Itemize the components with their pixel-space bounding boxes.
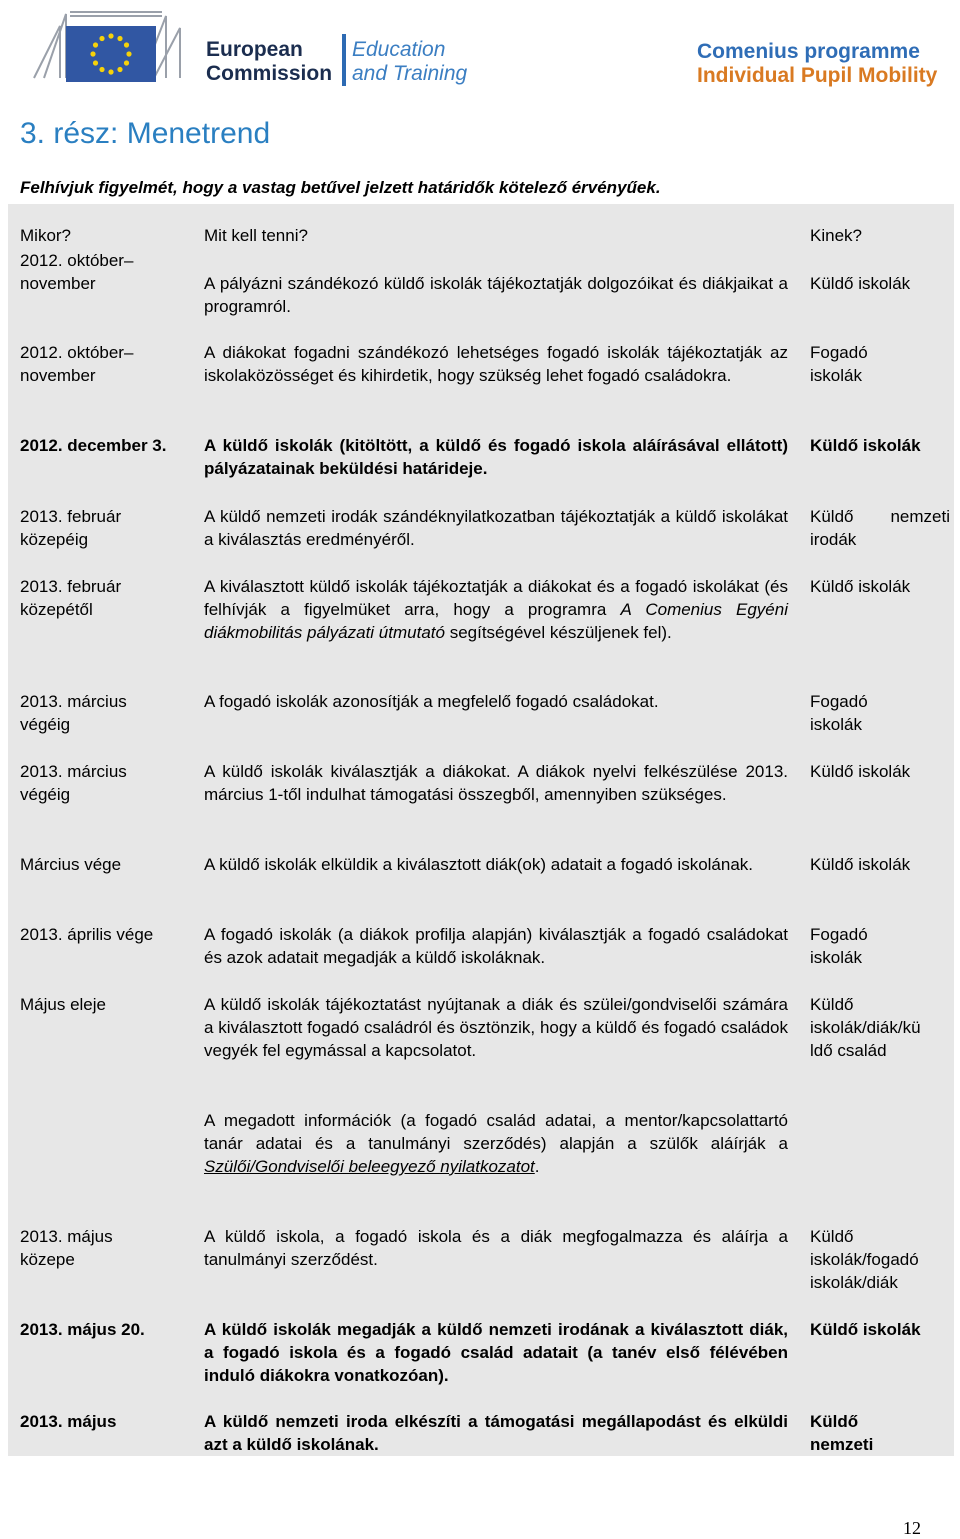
- who-line: Küldő iskolák: [810, 762, 911, 781]
- row-when: [20, 1225, 196, 1271]
- row-when: [20, 760, 196, 806]
- comenius-programme-wordmark: [697, 40, 937, 88]
- row-who: [810, 690, 950, 736]
- who-line: irodák: [810, 530, 857, 549]
- row-who: [810, 272, 950, 295]
- page-number: 12: [903, 1518, 921, 1538]
- who-line: nemzeti: [810, 1435, 874, 1454]
- row-when: [20, 690, 196, 736]
- who-line: Küldő iskolák: [810, 274, 911, 293]
- row-who: [810, 1225, 950, 1294]
- row-what: A küldő nemzeti iroda elkészíti a támogatási megállapodást és elküldi azt a küldő iskolának.: [204, 1412, 788, 1454]
- what-text: segítségével készüljenek fel).: [444, 623, 672, 642]
- column-header-when: Mikor?: [20, 226, 72, 245]
- row-what: A diákokat fogadni szándékozó lehetséges fogadó iskolák tájékoztatják az iskolaközösséget és kihirdetik, hogy szükség lehet fogadó családokra.: [204, 343, 788, 385]
- row-what: A küldő iskolák kiválasztják a diákokat. A diákok nyelvi felkészülése 2013. március 1-től indulhat támogatási összegből, amennyiben szükséges.: [204, 762, 788, 804]
- mandatory-deadlines-note: Felhívjuk figyelmét, hogy a vastag betűvel jelzett határidők kötelező érvényűek.: [20, 178, 661, 197]
- who-line: Küldő iskolák: [810, 1320, 921, 1339]
- when-line: 2012. december 3.: [20, 436, 167, 455]
- who-line: Küldő iskolák: [810, 436, 921, 455]
- when-line: 2013. április vége: [20, 925, 154, 944]
- consent-form-reference: Szülői/Gondviselői beleegyező nyilatkozatot: [204, 1157, 535, 1176]
- row-what: A küldő nemzeti irodák szándéknyilatkozatban tájékoztatják a küldő iskolákat a kiválasztás eredményéről.: [204, 507, 788, 549]
- when-line: közepéig: [20, 530, 89, 549]
- ec-line-2: Commission: [206, 62, 333, 85]
- row-what: [204, 575, 788, 644]
- when-line: végéig: [20, 715, 71, 734]
- row-who: [810, 434, 950, 457]
- row-who: [810, 505, 950, 551]
- row-when: [20, 1410, 196, 1433]
- row-when: [20, 575, 196, 621]
- row-what: [204, 1109, 788, 1178]
- ec-line-1: European: [206, 38, 303, 61]
- row-when: [20, 249, 196, 295]
- row-when: [20, 341, 196, 387]
- header-divider: [342, 34, 346, 86]
- et-line-2: and Training: [352, 62, 468, 85]
- when-line: közepe: [20, 1250, 75, 1269]
- page-header: [0, 0, 960, 100]
- who-line: iskolák/diák/kü: [810, 1018, 921, 1037]
- who-line: Fogadó: [810, 692, 868, 711]
- when-line: 2013. május 20.: [20, 1320, 145, 1339]
- guide-reference: A Comenius Egyéni diákmobilitás pályázati útmutató: [204, 600, 788, 642]
- row-who: [810, 1318, 950, 1341]
- row-when: [20, 923, 196, 946]
- row-when: [20, 434, 196, 457]
- row-who: [810, 575, 950, 598]
- row-when: [20, 853, 196, 876]
- when-line: november: [20, 274, 96, 293]
- who-line: Küldő: [810, 995, 854, 1014]
- when-line: 2012. október–: [20, 251, 134, 270]
- row-what: A küldő iskola, a fogadó iskola és a diák megfogalmazza és aláírja a tanulmányi szerződést.: [204, 1227, 788, 1269]
- who-line: Fogadó: [810, 343, 868, 362]
- who-line: ldő család: [810, 1041, 887, 1060]
- column-header-what: Mit kell tenni?: [204, 226, 308, 245]
- when-line: Május eleje: [20, 995, 106, 1014]
- row-what: A pályázni szándékozó küldő iskolák tájékoztatják dolgozóikat és diákjaikat a programról.: [204, 274, 788, 316]
- who-line: Fogadó: [810, 925, 868, 944]
- row-who: [810, 993, 950, 1062]
- when-line: közepétől: [20, 600, 93, 619]
- european-commission-logo-icon: [30, 6, 200, 88]
- european-commission-wordmark: [206, 38, 332, 86]
- when-line: november: [20, 366, 96, 385]
- education-training-wordmark: [352, 38, 467, 86]
- row-when: [20, 505, 196, 551]
- when-line: 2013. február: [20, 507, 122, 526]
- row-who: [810, 923, 950, 969]
- who-line: iskolák: [810, 366, 862, 385]
- row-when: [20, 1318, 196, 1341]
- who-line: Küldő: [810, 1412, 859, 1431]
- when-line: 2013. február: [20, 577, 122, 596]
- who-line: iskolák: [810, 948, 862, 967]
- column-header-who: Kinek?: [810, 226, 862, 245]
- row-who: [810, 341, 950, 387]
- who-line: Küldő nemzeti: [810, 507, 950, 526]
- cp-line-2: Individual Pupil Mobility: [697, 64, 938, 87]
- row-who: [810, 1410, 950, 1456]
- when-line: végéig: [20, 785, 71, 804]
- when-line: 2013. május: [20, 1227, 113, 1246]
- row-what: A küldő iskolák megadják a küldő nemzeti irodának a kiválasztott diák, a fogadó iskola és a fogadó család adatait (a tanév első félévében induló diákokra vonatkozóan).: [204, 1320, 788, 1385]
- when-line: Március vége: [20, 855, 122, 874]
- who-line: iskolák: [810, 715, 862, 734]
- when-line: 2013. május: [20, 1412, 117, 1431]
- page-title: 3. rész: Menetrend: [20, 117, 271, 150]
- cp-line-1: Comenius programme: [697, 40, 920, 63]
- what-text: .: [534, 1157, 540, 1176]
- what-text: A megadott információk (a fogadó család adatai, a mentor/kapcsolattartó tanár adatai és a tanulmányi szerződés) alapján a szülők aláírják a: [204, 1111, 788, 1153]
- who-line: Küldő: [810, 1227, 854, 1246]
- who-line: iskolák/diák: [810, 1273, 898, 1292]
- row-when: [20, 993, 196, 1016]
- what-text: A kiválasztott küldő iskolák tájékoztatják a diákokat és a fogadó iskolákat (és felhívják a figyelmüket arra, hogy a programra: [204, 577, 788, 619]
- when-line: 2012. október–: [20, 343, 134, 362]
- when-line: 2013. március: [20, 762, 127, 781]
- row-what: A küldő iskolák (kitöltött, a küldő és fogadó iskola aláírásával ellátott) pályázatainak beküldési határideje.: [204, 436, 788, 478]
- who-line: Küldő iskolák: [810, 577, 911, 596]
- when-line: 2013. március: [20, 692, 127, 711]
- who-line: iskolák/fogadó: [810, 1250, 919, 1269]
- row-who: [810, 853, 950, 876]
- row-what: A fogadó iskolák azonosítják a megfelelő fogadó családokat.: [204, 692, 659, 711]
- row-what: A küldő iskolák elküldik a kiválasztott diák(ok) adatait a fogadó iskolának.: [204, 855, 754, 874]
- et-line-1: Education: [352, 38, 446, 61]
- who-line: Küldő iskolák: [810, 855, 911, 874]
- row-what: A küldő iskolák tájékoztatást nyújtanak a diák és szülei/gondviselői számára a kiválasztott fogadó családról és ösztönzik, hogy a küldő és fogadó családok vegyék fel egymással a kapcsolatot.: [204, 995, 788, 1060]
- row-who: [810, 760, 950, 783]
- row-what: A fogadó iskolák (a diákok profilja alapján) kiválasztják a fogadó családokat és azok adatait megadják a küldő iskoláknak.: [204, 925, 788, 967]
